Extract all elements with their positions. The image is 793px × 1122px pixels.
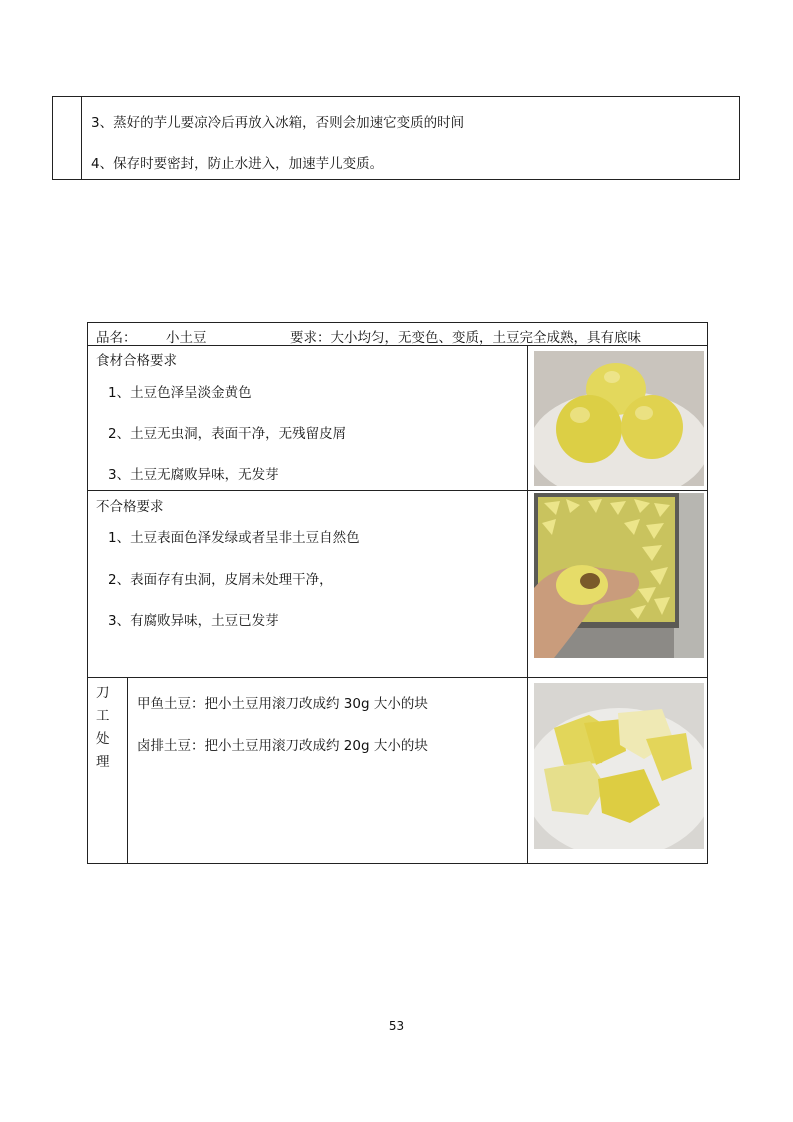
- knife-label-char-4: 理: [96, 754, 110, 770]
- qualified-item-1: 1、土豆色泽呈淡金黄色: [108, 385, 252, 401]
- note-line-3: 3、蒸好的芋儿要凉冷后再放入冰箱，否则会加速它变质的时间: [91, 115, 465, 131]
- knife-label-char-1: 刀: [96, 685, 110, 701]
- qualified-title: 食材合格要求: [96, 353, 177, 369]
- row-divider-1: [88, 490, 707, 491]
- cut-potato-chunks-photo: [534, 683, 704, 849]
- storage-notes-table: [52, 96, 740, 180]
- knife-label-divider: [127, 677, 128, 863]
- knife-label-char-3: 处: [96, 731, 110, 747]
- knife-item-1: 甲鱼土豆：把小土豆用滚刀改成约 30g 大小的块: [137, 696, 428, 712]
- qualified-item-2: 2、土豆无虫洞，表面干净，无残留皮屑: [108, 426, 347, 442]
- whole-potatoes-photo: [534, 351, 704, 486]
- name-label: 品名：: [96, 330, 137, 346]
- note-line-4: 4、保存时要密封，防止水进入，加速芋儿变质。: [91, 156, 384, 172]
- name-value: 小土豆: [166, 330, 207, 346]
- notes-label-column: [53, 97, 82, 179]
- unqualified-item-1: 1、土豆表面色泽发绿或者呈非土豆自然色: [108, 530, 360, 546]
- knife-item-2: 卤排土豆：把小土豆用滚刀改成约 20g 大小的块: [137, 738, 428, 754]
- requirement-text: 要求：大小均匀，无变色、变质，土豆完全成熟，具有底味: [290, 330, 641, 346]
- unqualified-title: 不合格要求: [96, 499, 164, 515]
- unqualified-item-3: 3、有腐败异味，土豆已发芽: [108, 613, 279, 629]
- unqualified-item-2: 2、表面存有虫洞，皮屑未处理干净，: [108, 572, 333, 588]
- potato-spec-table: [87, 322, 708, 864]
- photo-column-divider: [527, 345, 528, 863]
- qualified-item-3: 3、土豆无腐败异味，无发芽: [108, 467, 279, 483]
- row-divider-2: [88, 677, 707, 678]
- defective-potato-photo: [534, 493, 704, 658]
- knife-label-char-2: 工: [96, 708, 110, 724]
- page-number: 53: [388, 1019, 405, 1033]
